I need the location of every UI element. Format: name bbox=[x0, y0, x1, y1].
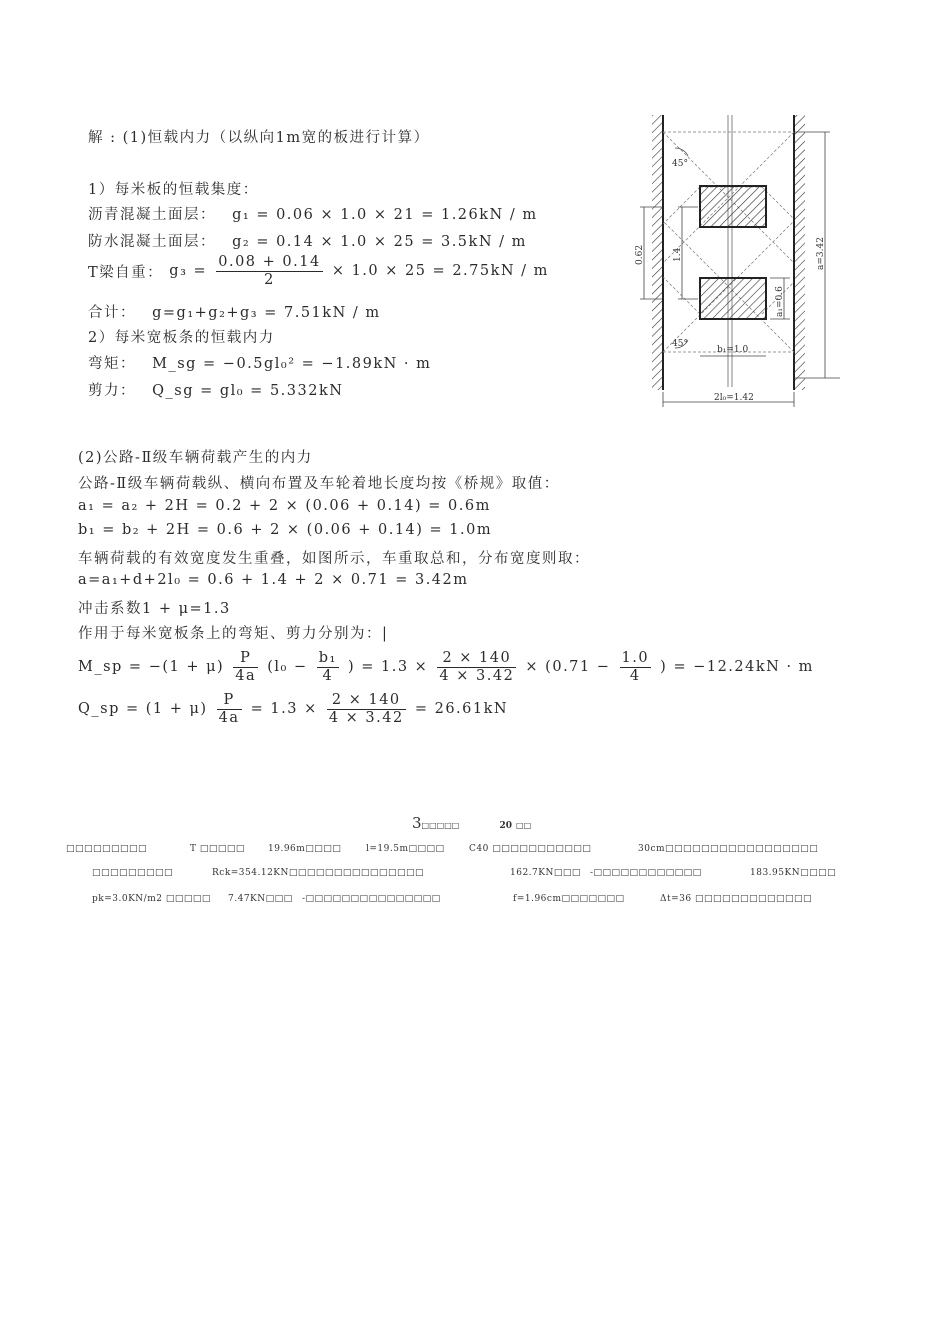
g2-row bbox=[88, 230, 527, 251]
g3-rhs: × 1.0 × 25 = 2.75kN / m bbox=[331, 263, 549, 280]
section-2-heading: 2）每米宽板条的恒载内力 bbox=[88, 330, 275, 346]
msp-mid: (l₀ − bbox=[267, 659, 308, 676]
p3-row3-seg0: pk=3.0KN/m2 □□□□□ bbox=[92, 894, 211, 904]
solution-title: 解 : (1)恒载内力（以纵向1m宽的板进行计算） bbox=[88, 130, 430, 146]
section-1-heading: 1）每米板的恒载集度： bbox=[88, 182, 259, 198]
p3-row3-seg4: Δt=36 □□□□□□□□□□□□□ bbox=[660, 894, 813, 904]
p3-row1-seg2: 19.96m□□□□ bbox=[268, 844, 342, 854]
p3-row1-seg0: □□□□□□□□□ bbox=[66, 844, 148, 854]
p3-row3-seg2: -□□□□□□□□□□□□□□□ bbox=[302, 894, 441, 904]
qsp-f2-den: 4 × 3.42 bbox=[328, 709, 404, 726]
left-wall-hatch bbox=[652, 115, 662, 390]
msp-mid-2: × (0.71 − bbox=[525, 659, 611, 676]
moment-label: 弯矩： bbox=[88, 356, 136, 372]
msp-fraction-4 bbox=[620, 650, 652, 684]
msp-eq: ) = 1.3 × bbox=[347, 659, 429, 676]
dim-0.62-label: 0.62 bbox=[635, 244, 645, 265]
g1-label: 沥青混凝土面层： bbox=[88, 207, 216, 223]
impact-factor: 冲击系数1 + μ=1.3 bbox=[78, 601, 231, 617]
wheel-patch-bottom bbox=[700, 278, 766, 319]
g3-denominator: 2 bbox=[264, 271, 275, 288]
qsp-fraction-1 bbox=[217, 692, 242, 726]
g1-expression: g₁ = 0.06 × 1.0 × 21 = 1.26kN / m bbox=[232, 207, 538, 223]
p3-row1-seg4: C40 □□□□□□□□□□□ bbox=[469, 844, 592, 854]
moment-expression: M_sg = −0.5gl₀² = −1.89kN · m bbox=[152, 356, 432, 372]
b1-expression: b₁ = b₂ + 2H = 0.6 + 2 × (0.06 + 0.14) = 1.0m bbox=[78, 522, 493, 538]
right-wall-hatch bbox=[795, 115, 805, 390]
qsp-f2-num: 2 × 140 bbox=[327, 692, 406, 710]
total-expression: g=g₁+g₂+g₃ = 7.51kN / m bbox=[152, 305, 381, 321]
qsp-f1-den: 4a bbox=[218, 709, 240, 726]
msp-f3-num: 2 × 140 bbox=[437, 650, 516, 668]
problem-3-points-suffix: □□ bbox=[516, 821, 532, 830]
msp-f2-den: 4 bbox=[322, 667, 334, 684]
problem-3-number: 3 bbox=[412, 814, 422, 832]
wheel-patch-top bbox=[700, 186, 766, 227]
p3-row3-seg1: 7.47KN□□□ bbox=[228, 894, 293, 904]
msp-f1-den: 4a bbox=[235, 667, 257, 684]
part-2-line-2: 车辆荷载的有效宽度发生重叠，如图所示，车重取总和，分布宽度则取： bbox=[78, 551, 590, 567]
dim-b1-label: b₁=1.0 bbox=[717, 345, 749, 355]
qsp-fraction-2 bbox=[327, 692, 406, 726]
angle-bottom-label: 45° bbox=[672, 339, 688, 349]
p3-row1-seg5: 30cm□□□□□□□□□□□□□□□□□ bbox=[638, 844, 819, 854]
g2-expression: g₂ = 0.14 × 1.0 × 25 = 3.5kN / m bbox=[232, 234, 527, 250]
msp-f4-num: 1.0 bbox=[621, 650, 650, 666]
qsp-eq: = 1.3 × bbox=[250, 701, 318, 718]
qsp-f1-num: P bbox=[217, 692, 242, 710]
p3-row2-seg0: □□□□□□□□□ bbox=[92, 868, 174, 878]
msp-fraction-2 bbox=[317, 650, 339, 684]
shear-label: 剪力： bbox=[88, 383, 136, 399]
g3-label: T梁自重： bbox=[88, 264, 164, 281]
p3-row2-seg2: 162.7KN□□□ bbox=[510, 868, 581, 878]
msp-rhs: ) = −12.24kN · m bbox=[660, 659, 814, 676]
a-expression: a=a₁+d+2l₀ = 0.6 + 1.4 + 2 × 0.71 = 3.42m bbox=[78, 572, 469, 588]
p3-row2-seg4: 183.95KN□□□□ bbox=[750, 868, 837, 878]
total-label: 合计： bbox=[88, 305, 136, 321]
g2-label: 防水混凝土面层： bbox=[88, 234, 216, 250]
part-2-line-1: 公路-Ⅱ级车辆荷载纵、横向布置及车轮着地长度均按《桥规》取值： bbox=[78, 476, 560, 492]
problem-3-heading bbox=[412, 814, 531, 832]
g1-row bbox=[88, 203, 538, 224]
qsp-formula bbox=[78, 692, 508, 726]
p3-row2-seg3: -□□□□□□□□□□□□ bbox=[590, 868, 702, 878]
problem-3-title: □□□□□ bbox=[421, 821, 460, 830]
dim-a-label: a=3.42 bbox=[816, 237, 826, 270]
dim-2l0-label: 2l₀=1.42 bbox=[714, 393, 754, 403]
g3-row bbox=[88, 254, 549, 288]
dim-1.4-label: 1.4 bbox=[673, 247, 683, 262]
load-distribution-figure bbox=[630, 112, 840, 412]
dim-a1-label: a₁=0.6 bbox=[775, 286, 785, 317]
msp-f4-den: 4 bbox=[629, 667, 641, 684]
g3-lhs: g₃ = bbox=[169, 263, 208, 280]
msp-fraction-1 bbox=[233, 650, 258, 684]
g3-numerator: 0.08 + 0.14 bbox=[218, 254, 321, 270]
msp-formula bbox=[78, 650, 814, 684]
a1-expression: a₁ = a₂ + 2H = 0.2 + 2 × (0.06 + 0.14) = 0.6m bbox=[78, 498, 491, 514]
msp-f2-num: b₁ bbox=[318, 650, 337, 666]
shear-expression: Q_sg = gl₀ = 5.332kN bbox=[152, 383, 344, 399]
qsp-rhs: = 26.61kN bbox=[414, 701, 509, 718]
moment-row bbox=[88, 352, 431, 373]
msp-f1-num: P bbox=[233, 650, 258, 668]
msp-f3-den: 4 × 3.42 bbox=[439, 667, 515, 684]
dimension-lines bbox=[640, 132, 840, 407]
msp-lhs: M_sp = −(1 + μ) bbox=[78, 659, 225, 676]
p3-row2-seg1: Rck=354.12KN□□□□□□□□□□□□□□□ bbox=[212, 868, 424, 878]
part-2-title: (2)公路-Ⅱ级车辆荷载产生的内力 bbox=[78, 450, 313, 466]
qsp-lhs: Q_sp = (1 + μ) bbox=[78, 701, 208, 718]
total-row bbox=[88, 301, 381, 322]
g3-fraction bbox=[216, 254, 322, 288]
p3-row1-seg1: T □□□□□ bbox=[190, 844, 245, 854]
problem-3-points: 20 bbox=[499, 821, 513, 831]
part-2-line-3: 作用于每米宽板条上的弯矩、剪力分别为：| bbox=[78, 626, 389, 642]
shear-row bbox=[88, 379, 343, 400]
msp-fraction-3 bbox=[437, 650, 516, 684]
p3-row1-seg3: l=19.5m□□□□ bbox=[366, 844, 445, 854]
p3-row3-seg3: f=1.96cm□□□□□□□ bbox=[513, 894, 625, 904]
angle-top-label: 45° bbox=[672, 159, 688, 169]
